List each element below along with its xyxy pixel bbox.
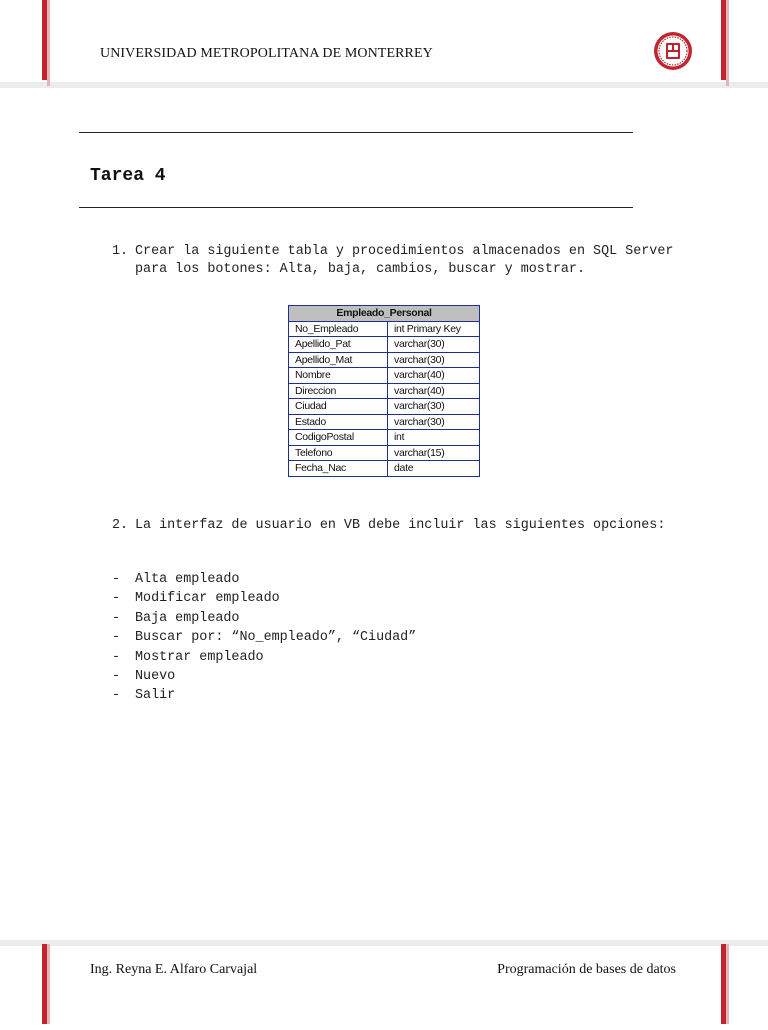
header-left-bar-shadow [47, 0, 50, 86]
title-rule-top [79, 132, 633, 133]
employee-table [288, 305, 480, 477]
table-row [289, 352, 480, 368]
document-title: Tarea 4 [90, 166, 166, 186]
column-name-cell: No_Empleado [289, 321, 388, 337]
option-text: Nuevo [135, 668, 176, 684]
table-title: Empleado_Personal [289, 306, 480, 322]
column-type-cell: varchar(40) [388, 368, 480, 384]
column-type-cell: varchar(30) [388, 337, 480, 353]
header-right-bar-shadow [726, 0, 729, 86]
column-name-cell: Fecha_Nac [289, 461, 388, 477]
column-type-cell: varchar(15) [388, 445, 480, 461]
option-marker: - [112, 688, 121, 704]
option-text: Salir [135, 688, 176, 704]
option-marker: - [112, 610, 121, 626]
table-row [289, 368, 480, 384]
footer-right-red-bar [721, 944, 726, 1024]
page-footer [0, 940, 768, 1030]
footer-course: Programación de bases de datos [497, 962, 676, 977]
header-left-red-bar [42, 0, 47, 80]
option-text: Alta empleado [135, 572, 240, 587]
column-type-cell: varchar(30) [388, 399, 480, 415]
table-row [289, 414, 480, 430]
column-type-cell: varchar(30) [388, 414, 480, 430]
column-name-cell: Direccion [289, 383, 388, 399]
column-type-cell: varchar(40) [388, 383, 480, 399]
column-name-cell: Apellido_Mat [289, 352, 388, 368]
column-type-cell: int [388, 430, 480, 446]
header-right-red-bar [721, 0, 726, 80]
university-seal-icon [653, 31, 693, 71]
column-type-cell: date [388, 461, 480, 477]
table-row [289, 430, 480, 446]
list-item-2 [112, 517, 672, 553]
option-text: Mostrar empleado [135, 649, 264, 665]
option-text: Baja empleado [135, 610, 240, 626]
footer-left-red-bar [42, 944, 47, 1024]
column-name-cell: Ciudad [289, 399, 388, 415]
table-row [289, 461, 480, 477]
column-name-cell: Apellido_Pat [289, 337, 388, 353]
table-row [289, 445, 480, 461]
table-row [289, 399, 480, 415]
title-rule-bottom [79, 207, 633, 208]
option-marker: - [112, 591, 121, 607]
footer-author: Ing. Reyna E. Alfaro Carvajal [90, 962, 258, 977]
column-name-cell: Estado [289, 414, 388, 430]
footer-right-bar-shadow [726, 944, 729, 1024]
table-row [289, 337, 480, 353]
list-item-text: La interfaz de usuario en VB debe incluir las siguientes opciones: [135, 518, 666, 533]
table-row [289, 383, 480, 399]
option-text: Modificar empleado [135, 591, 280, 607]
list-item-number: 2. [112, 518, 129, 533]
university-name: UNIVERSIDAD METROPOLITANA DE MONTERREY [100, 46, 433, 61]
option-marker: - [112, 668, 121, 684]
column-name-cell: Nombre [289, 368, 388, 384]
column-type-cell: int Primary Key [388, 321, 480, 337]
list-item-text: Crear la siguiente tabla y procedimientos almacenados en SQL Server para los botones: Alta, baja, cambios, buscar y mostrar. [135, 244, 674, 277]
footer-left-bar-shadow [47, 944, 50, 1024]
column-name-cell: Telefono [289, 445, 388, 461]
option-marker: - [112, 630, 121, 646]
table-row [289, 321, 480, 337]
option-marker: - [112, 649, 121, 665]
column-type-cell: varchar(30) [388, 352, 480, 368]
option-text: Buscar por: “No_empleado”, “Ciudad” [135, 630, 417, 646]
list-item-number: 1. [112, 244, 129, 259]
column-name-cell: CodigoPostal [289, 430, 388, 446]
option-marker: - [112, 572, 121, 587]
list-item-1 [112, 243, 672, 297]
